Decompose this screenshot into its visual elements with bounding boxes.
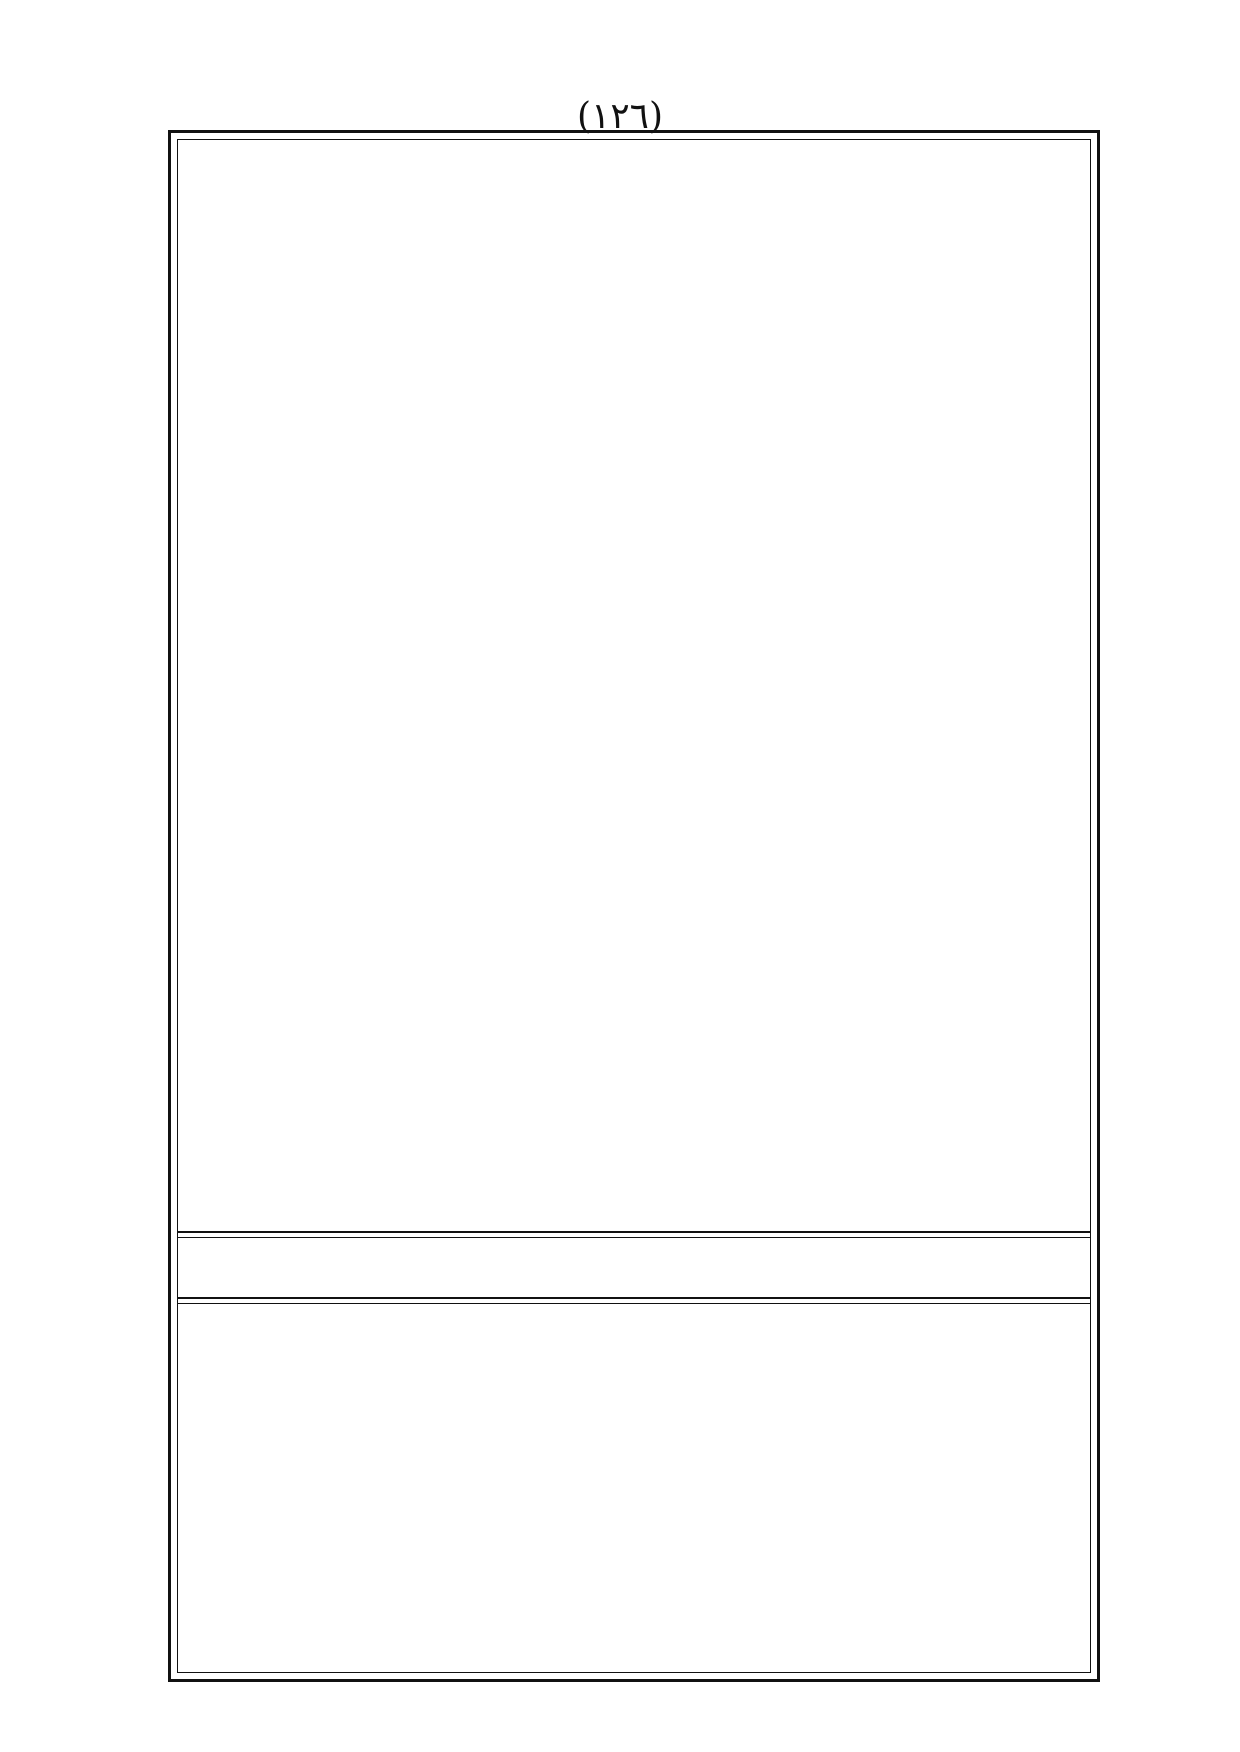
divider-rule: [177, 1231, 1091, 1233]
main-text-line: [189, 743, 1079, 797]
main-text-line: [189, 153, 1079, 207]
main-text-line: [189, 1064, 1079, 1118]
margin-note-line: [189, 1612, 1079, 1655]
main-text-line: [189, 475, 1079, 529]
main-text-line: [189, 689, 1079, 743]
main-text-line: [189, 796, 1079, 850]
margin-note-line: [189, 1311, 1079, 1354]
gloss-header: [189, 1243, 1079, 1291]
margin-notes-block: [189, 1311, 1079, 1667]
margin-note-line: [189, 1354, 1079, 1397]
main-text-line: [189, 260, 1079, 314]
main-text-line: [189, 1118, 1079, 1172]
main-text-line: [189, 367, 1079, 421]
main-text-block: [189, 153, 1079, 1225]
page-number: (١٢٦): [576, 96, 664, 137]
main-text-line: [189, 635, 1079, 689]
margin-note-line: [189, 1397, 1079, 1440]
main-text-line: [189, 957, 1079, 1011]
main-text-line: [189, 314, 1079, 368]
main-text-line: [189, 1011, 1079, 1065]
main-text-line: [189, 582, 1079, 636]
margin-note-line: [189, 1526, 1079, 1569]
main-text-line: [189, 1171, 1079, 1225]
margin-note-line: [189, 1483, 1079, 1526]
page-frame: [168, 130, 1100, 1682]
margin-note-line: [189, 1569, 1079, 1612]
divider-rule: [177, 1237, 1091, 1238]
main-text-line: [189, 903, 1079, 957]
main-text-line: [189, 528, 1079, 582]
main-text-line: [189, 421, 1079, 475]
divider-rule: [177, 1303, 1091, 1304]
main-text-line: [189, 207, 1079, 261]
divider-rule: [177, 1297, 1091, 1299]
margin-note-line: [189, 1440, 1079, 1483]
main-text-line: [189, 850, 1079, 904]
